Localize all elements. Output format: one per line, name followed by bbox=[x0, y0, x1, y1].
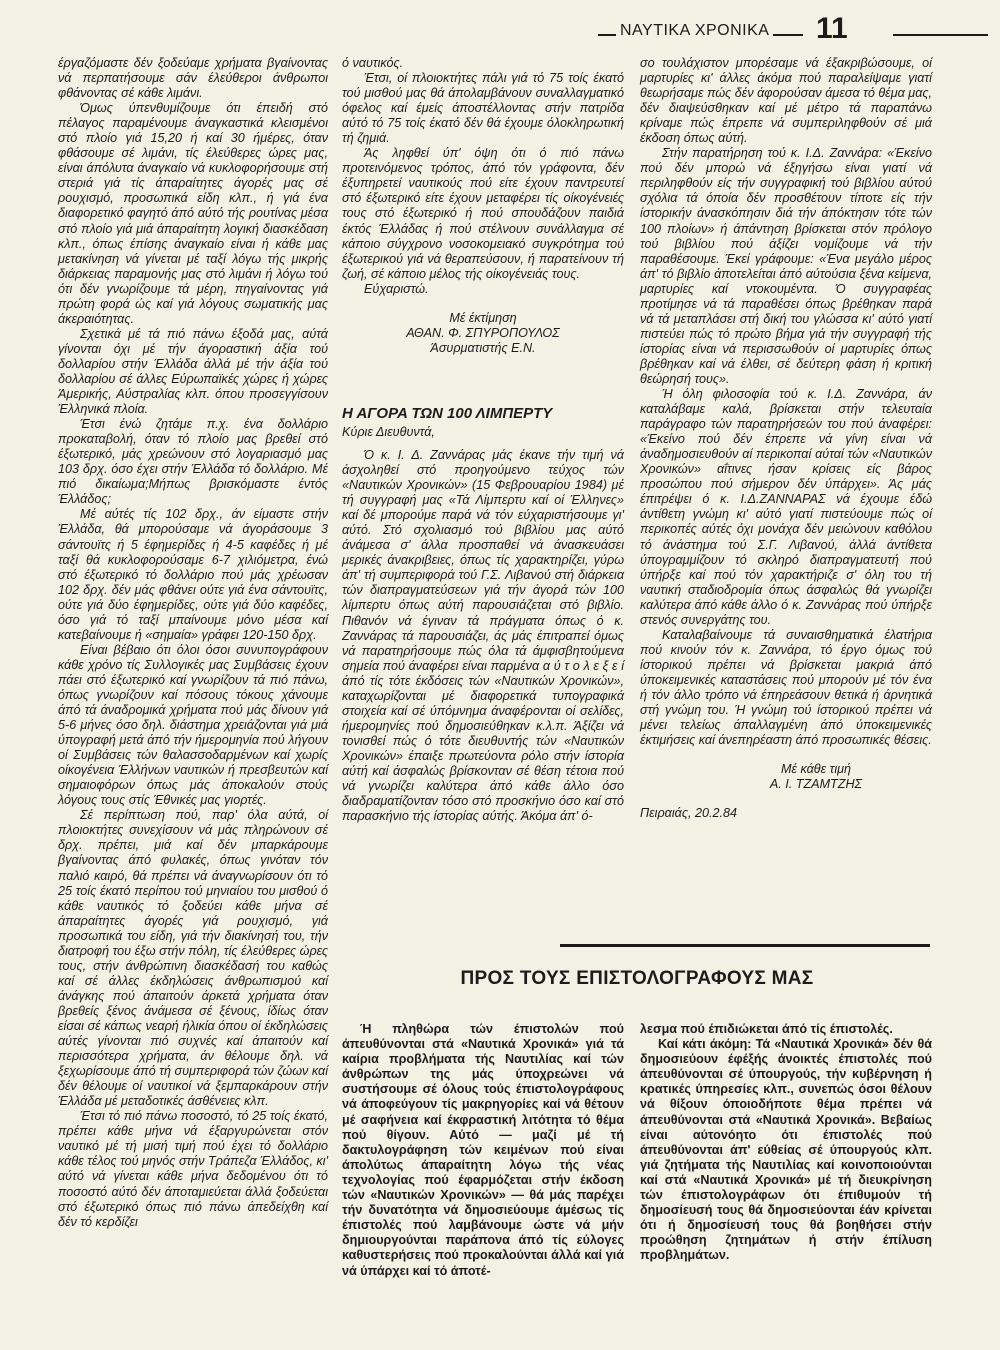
paragraph: Καί κάτι άκόμη: Τά «Ναυτικά Χρονικά» δέν θά δημοσιεύουν έφέξής άνοικτές έπιστολές πού άπευθύνονται σέ ύπουργούς, τήν κυβέρνηση ή κρατικές ύπηρεσίες κλπ., συνεπώς όσοι θέλουν νά θίξουν όποιοδήποτε θέμα πρέπει νά άπευθύνονται στά «Ναυτικά Χρονικά». Βεβαίως είναι αύτονόητο ότι έπιστολές πού άπευθύνονται άπ' εύθείας σέ ύπουργούς κλπ. γιά ζητήματα τής Ναυτιλίας καί κοινοποιούνται καί στά «Ναυτικά Χρονικά» μέ τή διευκρίνηση τών έπιστολογράφων ότι έπιθυμούν τή δημοσίευσή τους θά δημοσιεύονται έάν κρίνεται ότι ή δημοσίευσή τους θά βοηθήσει στήν προώθηση ζητημάτων ή στήν έπίλυση προβλημάτων. bbox=[640, 1037, 932, 1263]
paragraph: Καταλαβαίνουμε τά συναισθηματικά έλατήρια πού κινούν τόν κ. Ζαννάρα, τό έργο όμως τού ίστορικού πρέπει νά βρίσκεται μακριά άπό ύποκειμενικές καταστάσεις πού μπορούν μέ τόν ένα ή τόν άλλο τρόπο νά έπηρεάσουν θετικά ή άρνητικά στή γνώμη του. Ή γνώμη τού ίστορικού πρέπει νά μένει τελείως άπαλλαγμένη άπό ύποκειμενικές έκτιμήσεις καί άνεπηρέαστη άπό προσωπικές θέσεις. bbox=[640, 627, 932, 748]
paragraph: Σέ περίπτωση πού, παρ' όλα αύτά, οί πλοιοκτήτες συνεχίσουν νά μάς πληρώνουν σέ δρχ. πρέπει, μιά καί δέν μπαρκάρουμε βγαίνοντας άπό φυλακές, όπως γινόταν τόν παλιό καιρό, θά πρέπει νά άναγνωρίσουν ότι τό 25 τοίς έκατό περίπου τού μηνιαίου του μισθού ό κάθε ναυτικός τό ξοδεύει κάθε μήνα σέ άπαραίτητες άγορές γιά ρουχισμό, γιά προσωπικά του είδη, γιά τήν διακίνησή του, τήν διατροφή του έξω στήν πόλη, τίς έλεύθερες ώρες τους, στήν άνθρώπινη διασκέδασή του καθώς καί σέ άλλες έκδηλώσεις άνθρωπισμού καί άνάγκης πού άπαιτούν άρκετά χρήματα όταν βρεθείς ξένος άνάμεσα σέ ξένους, ίδίως όταν είσαι σέ κάπως νεαρή ήλικία όπου οί έκδηλώσεις αύτές γίνονται πιό συχνές καί άπαιτούν καί περισσότερα χρήματα, άν θέλουμε δηλ. νά ξεχωρίσουμε άπό τή συμπεριφορά τών ζώων καί δέν θέλουμε οί ναυτικοί νά ξεμπαρκάρουν στήν Έλλάδα μέ μεταδοτικές άσθένειες κλπ. bbox=[58, 808, 328, 1109]
place-date: Πειραιάς, 20.2.84 bbox=[640, 806, 737, 821]
paragraph: Μέ αύτές τίς 102 δρχ., άν είμαστε στήν Έλλάδα, θά μπορούσαμε νά άγοράσουμε 3 σάντουϊτς ή 5 έφημερίδες ή 4-5 καφέδες ή μέ ταξί θά κυκλοφορούσαμε 6-7 χιλιόμετρα, ένώ στό έξωτερικό τό δολλάριο πού μάς χρέωσαν 102 δρχ. δέν μάς φθάνει ούτε γιά ένα σάντουϊτς, ούτε γιά δύο έφημερίδες, ούτε γιά δύο καφέδες, όσο γιά τό ταξί μπαίνουμε μόνο μέσα καί κατεβαίνουμε ή «σημαία» γράφει 120-150 δρχ. bbox=[58, 507, 328, 642]
paragraph: Στήν παρατήρηση τού κ. Ι.Δ. Ζαννάρα: «Έκείνο πού δέν μπορώ νά έξηγήσω είναι γιατί νά περιληφθούν είς τήν συγγραφική τού βιβλίου αύτού σχόλια τά όποία δέν προσθέτουν τίποτε είς τήν ίστορικήν άνασκόπησιν διά τήν άπόκτησιν τότε τών 100 πλοίων» ή άπάντηση βρίσκεται στόν πρόλογο τού βιβλίου πού άξίζει νομίζουμε νά τήν παραθέσουμε. Έκεί γράφουμε: «Ένα μεγάλο μέρος άπ' τό βιβλίο άποτελείται άπό αύτούσια ξένα κείμενα, μαρτυρίες καί ντοκουμέντα. Ό συγγραφέας προτίμησε νά τά παραθέσει όπως βρέθηκαν παρά νά τά μεταπλάσει στή δική του γλώσσα κι' αύτό γιατί πιστεύει πώς τό πρώτο βήμα γιά τήν συγγραφή τής ίστορίας είναι νά περισσωθούν οί μαρτυρίες όπως βρέθηκαν καί νά έλθει, σέ δεύτερη φάση ή κριτική θεώρησή τους». bbox=[640, 146, 932, 386]
paragraph: σο τουλάχιστον μπορέσαμε νά έξακριβώσουμε, οί μαρτυρίες κι' άλλες άκόμα πού παραλείψαμε γιατί θεωρήσαμε πώς δέν άφορούσαν άμεσα τό θέμα μας, δέν διαψεύσθηκαν καί μέ μέτρο τά παραπάνω κρίναμε πώς έπρεπε νά συμπεριληφθούν σέ μιά έκδοση όπως αύτή. bbox=[640, 56, 932, 146]
column-1-letter-continued bbox=[58, 56, 328, 1230]
notice-column-right bbox=[640, 1022, 932, 1264]
letter-heading: Η ΑΓΟΡΑ ΤΩΝ 100 ΛΙΜΠΕΡΤΥ bbox=[342, 404, 553, 422]
signature-title: Άσυρματιστής Ε.Ν. bbox=[430, 340, 536, 355]
signature-name: Α. Ι. ΤΖΑΜΤΖΗΣ bbox=[769, 777, 863, 792]
magazine-title: ΝΑΥΤΙΚΑ ΧΡΟΝΙΚΑ bbox=[616, 22, 773, 40]
column-2 bbox=[342, 56, 624, 824]
page-number: 11 bbox=[816, 12, 848, 45]
paragraph: Όμως ύπενθυμίζουμε ότι έπειδή στό πέλαγος παραμένουμε άναγκαστικά κλεισμένοι στό πλοίο γιά 15,20 ή καί 30 ήμέρες, όταν φθάσουμε σέ λιμάνι, τίς έλεύθερες ώρες μας, είναι άπόλυτα άναγκαίο νά κυκλοφορήσουμε στή στεριά γιά τίς άπαραίτητες άγορές μας σέ ρουχισμό, προσωπικά είδη κλπ., ή γιά ένα διαφορετικό φαγητό άπό αύτό τής ρουτίνας μέσα στό πλοίο γιά μιά άπαραίτητη λογική διασκέδαση κλπ., όπως έπίσης άναγκαίο είναι ή κάθε μας μετακίνηση νά γίνεται μέ ταξί λόγω τής μικρής διάρκειας παραμονής μας στό λιμάνι ή λόγω τού ότι δέν γνωρίζουμε τά μέρη, πηγαίνοντας γιά πρώτη φορά ώς καί γιά λόγους σωματικής μας άκεραιότητας. bbox=[58, 101, 328, 326]
section-divider bbox=[560, 944, 930, 947]
paragraph: Είναι βέβαιο ότι όλοι όσοι συνυπογράφουν κάθε χρόνο τίς Συλλογικές μας Συμβάσεις έχουν πάει στό έξωτερικό καί γνωρίζουν τά πιό πάνω, όπως γνωρίζουν καί πόσους τόκους χάνουμε άπό τά άναδρομικά χρήματα πού μάς δίνουν γιά 5-6 μήνες όσο δηλ. διάστημα χρειάζονται γιά μιά ύπογραφή μετά άπό τήν ήμερομηνία πού λήγουν οί Συμβάσεις τών θαλασσοδαρμένων καί χωρίς οίκογένεια Έλλήνων ναυτικών ή πρεσβευτών καί σημαιοφόρων όπως μάς άποκαλούν στούς λόγους τους στίς Έθνικές μας γιορτές. bbox=[58, 642, 328, 808]
paragraph: έργαζόμαστε δέν ξοδεύαμε χρήματα βγαίνοντας νά περπατήσουμε σάν έλεύθεροι άνθρωποι φθάνοντας σέ κάθε λιμάνι. bbox=[58, 56, 328, 101]
header-rule-right bbox=[893, 34, 988, 36]
paragraph: Ή όλη φιλοσοφία τού κ. Ι.Δ. Ζαννάρα, άν καταλάβαμε καλά, βρίσκεται στήν τελευταία παράγραφο τών παρατηρήσεών του πού άναφέρει: «Έκείνο πού δέν έπρεπε νά γίνη είναι νά άναδημοσιευθούν αί περικοπαί αύταί τών «Ναυτικών Χρονικών» αΐτινες ήσαν κρίσεις είς βάρος προσώπου πού σήμερον δέν ύπάρχει». Άς μάς έπιτρέψει ό κ. Ι.Δ.ΖΑΝΝΑΡΑΣ νά έχουμε έδώ άντίθετη γνώμη κι' αύτό γιατί πιστεύουμε πώς οί περικοπές αύτές όχι μονάχα δέν μειώνουν καθόλου τό άνάστημα τού Σ.Γ. Λιβανού, άλλά άντίθετα ύπογραμμίζουν τό σκληρό διαπραγματευτή πού ύπήρξε καί πού τόν χαρακτήριζε σ' όλη του τή ναυτική σταδιοδρομία όπως άσφαλώς θά γνωρίζει καλύτερα άπό κάθε άλλο ό κ. Ζαννάρας πού ύπήρξε στενός συνεργάτης του. bbox=[640, 387, 932, 627]
paragraph: Ό κ. Ι. Δ. Ζαννάρας μάς έκανε τήν τιμή νά άσχοληθεί στό προηγούμενο τεύχος τών «Ναυτικών Χρονικών» (15 Φεβρουαρίου 1984) μέ τή συγγραφή μας «Τά Λίμπερτυ καί οί Έλληνες» καί δέ μπορούμε παρά νά τόν εύχαριστήσουμε γι' αύτό. Στό σχολιασμό τού βιβλίου μας αύτό άνάμεσα σ' άλλα προσπαθεί νά άνασκευάσει μερικές άνακριβειες, όπως τίς χαρακτηρίζει, γύρω άπ' τή συμπεριφορά τού Γ.Σ. Λιβανού στή διάρκεια τών διαπραγματεύσεων γιά τήν άγορά τών 100 λίμπερτυ όπως αύτή παρουσιάζεται στό βιβλίο. Πιθανόν νά έγιναν τά πράγματα όπως ό κ. Ζαννάρας τά παρουσιάζει, άς μάς έπιτραπεί όμως νά παρατηρήσουμε πώς όλα τά άμφισβητούμενα σημεία πού άναφέρει είναι παρμένα α ύ τ ο λ ε ξ ε ί άπό τίς τότε έκδόσεις τών «Ναυτικών Χρονικών», καταχωρίζονται μέ διαφορετικά τυπογραφικά στοιχεία καί σέ ύπόμνημα άναφέρονται οί σελίδες, ήμερομηνίες πού δημοσιεύθηκαν κ.λ.π. Άξίζει νά τονισθεί πώς ό τότε διευθυντής τών «Ναυτικών Χρονικών» έπαιξε πρωτεύοντα ρόλο στήν ίστορία αύτή καί άσφαλώς βρίσκονταν σέ θέση τέτοια πού νά γνωρίζει καλύτερα άπό κάθε άλλο όσο διαδραματίζονταν τόσο στό προσκήνιο όσο καί στό παρασκήνιο τής ίστορίας αύτής. Άκόμα άπ' ό- bbox=[342, 447, 624, 824]
paragraph: ό ναυτικός. bbox=[342, 56, 404, 70]
paragraph: Έτσι ένώ ζητάμε π.χ. ένα δολλάριο προκαταβολή, όταν τό πλοίο μας βρεθεί στό έξωτερικό, μάς χρεώνουν στό λογαριασμό μας 103 δρχ. όσο έχει στήν Έλλάδα τό δολλάριο. Μέ πιό δικαίωμα;Μήπως βρισκόμαστε έντός Έλλάδος; bbox=[58, 417, 328, 507]
paragraph: Άς ληφθεί ύπ' όψη ότι ό πιό πάνω προτεινόμενος τρόπος, άπό τόν γράφοντα, δέν έξυπηρετεί ναυτικούς πού είτε έχουν παντρευτεί στό έξωτερικό είτε έχουν μεταφέρει τίς οίκογένειές τους στό έξωτερικό ή πού σπουδάζουν παιδιά έκτός Έλλάδας ή πού στέλνουν συνάλλαγμα σέ κάποιο σύγχρονο νοσοκομειακό συγκρότημα τού έξωτερικού γιά νά θεραπεύσουν, ή παρατείνουν τή ζωή, σέ κάποιο μέλος τής οίκογένειάς τους. bbox=[342, 146, 624, 281]
letter-signature bbox=[640, 762, 932, 792]
signature-closing: Μέ έκτίμηση bbox=[449, 310, 517, 325]
paragraph: Έτσι, οί πλοιοκτήτες πάλι γιά τό 75 τοίς έκατό τού μισθού μας θά άπολαμβάνουν συναλλαγματικό όφελος καί έμείς άποστέλλοντας στήν πατρίδα αύτό τό 75 τοίς έκατό δέν θά έχουμε όλοκληρωτική τή ζημιά. bbox=[342, 71, 624, 146]
signature-name: ΑΘΑΝ. Φ. ΣΠΥΡΟΠΟΥΛΟΣ bbox=[406, 325, 560, 340]
notice-heading: ΠΡΟΣ ΤΟΥΣ ΕΠΙΣΤΟΛΟΓΡΑΦΟΥΣ ΜΑΣ bbox=[460, 968, 814, 989]
notice-column-left bbox=[342, 1022, 624, 1279]
letter-signature bbox=[342, 311, 624, 356]
paragraph: Εύχαριστώ. bbox=[364, 281, 429, 296]
paragraph: λεσμα πού έπιδιώκεται άπό τίς έπιστολές. bbox=[640, 1022, 893, 1036]
paragraph: Ή πληθώρα τών έπιστολών πού άπευθύνονται στά «Ναυτικά Χρονικά» γιά τά καίρια προβλήματα τής Ναυτιλίας καί τών άνθρώπων της μάς ύποχρεώνει νά συστήσουμε σέ όλους τούς έπιστολογράφους νά άποφεύγουν τίς μακρηγορίες καί νά θέτουν μέ σαφήνεια καί έκφραστική λιτότητα τό θέμα πού θίγουν. Αύτό — μαζί μέ τή δακτυλογράφηση τών κειμένων πού είναι άπολύτως άπαραίτητη λόγω τής νέας τεχνολογίας πού έφαρμόζεται στήν έκδοση τών «Ναυτικών Χρονικών» — θά μάς παρέχει τήν δυνατότητα νά δημοσιεύουμε άμέσως τίς έπιστολές πού λαμβάνουμε ώστε νά μήν δημιουργούνται παράπονα άπό τίς εύλογες καθυστερήσεις πού προκαλούνται άλλά καί γιά νά ύπάρχει καί τό άποτέ- bbox=[342, 1022, 624, 1278]
salutation: Κύριε Διευθυντά, bbox=[342, 424, 435, 439]
column-3 bbox=[640, 56, 932, 821]
paragraph: Έτσι τό πιό πάνω ποσοστό, τό 25 τοίς έκατό, πρέπει κάθε μήνα νά έξαργυρώνεται στόν ναυτικό μέ τή μισή τιμή πού έχει τό δολλάριο κάθε τέλος τού μηνός στήν Τράπεζα Έλλάδος, κι' αύτό νά γίνεται κάθε μήνα δεδομένου ότι τό ποσοστό αύτό δέν άποταμιεύεται άλλά ξοδεύεται στό έξωτερικό όπως πιό πάνω άπεδείχθη καί δέν τό κερδίζει bbox=[58, 1109, 328, 1229]
paragraph: Σχετικά μέ τά πιό πάνω έξοδά μας, αύτά γίνονται όχι μέ τήν άγοραστική άξία τού δολλαρίου στήν Έλλάδα άλλά μέ τήν άξία τού δολλαρίου σέ άλλες Εύρωπαϊκές χώρες ή χώρες Άμερικής, Αύστραλίας κλπ. όπου προσεγγίσουν Έλληνικά πλοία. bbox=[58, 326, 328, 417]
signature-closing: Μέ κάθε τιμή bbox=[780, 762, 852, 777]
page-header bbox=[598, 12, 988, 52]
